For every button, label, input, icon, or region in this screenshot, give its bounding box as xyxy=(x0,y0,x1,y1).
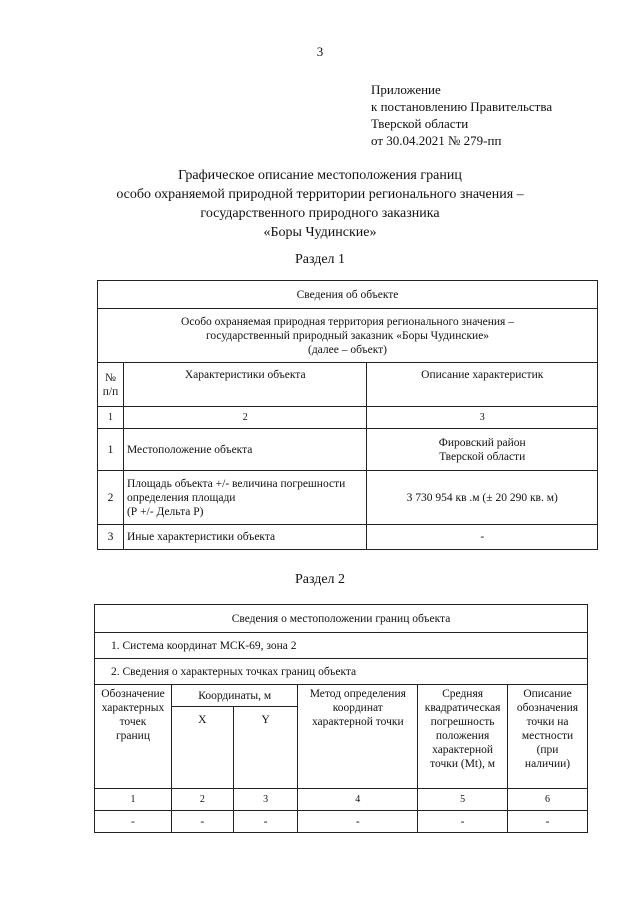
table-row xyxy=(95,811,588,833)
empty-cell: - xyxy=(95,811,172,833)
coordinate-system: 1. Система координат МСК-69, зона 2 xyxy=(95,633,588,659)
appendix-line: Тверской области xyxy=(371,116,469,131)
row-characteristic: Площадь объекта +/- величина погрешности определения площади (Р +/- Дельта Р) xyxy=(123,471,367,525)
table-row xyxy=(98,525,598,550)
col-method-header: Метод определения координат характерной точки xyxy=(298,685,418,789)
title-line: государственного природного заказника xyxy=(200,206,440,221)
empty-cell: - xyxy=(298,811,418,833)
column-index: 3 xyxy=(367,407,598,429)
col-x-header: X xyxy=(171,707,233,789)
appendix-line: от 30.04.2021 № 279-пп xyxy=(371,133,502,148)
column-index: 4 xyxy=(298,789,418,811)
table-header: Сведения об объекте xyxy=(98,281,598,309)
points-title: 2. Сведения о характерных точках границ объекта xyxy=(95,659,588,685)
appendix-line: Приложение xyxy=(371,82,441,97)
column-index: 2 xyxy=(171,789,233,811)
row-description: 3 730 954 кв .м (± 20 290 кв. м) xyxy=(367,471,598,525)
title-line: особо охраняемой природной территории регионального значения – xyxy=(116,187,524,202)
col-point-designation-header: Обозначение характерных точек границ xyxy=(95,685,172,789)
object-description: Особо охраняемая природная территория регионального значения – государственный природный заказник «Боры Чудинские» (далее – объект) xyxy=(98,309,598,363)
col-error-header: Средняя квадратическая погрешность положения характерной точки (Mt), м xyxy=(418,685,508,789)
empty-cell: - xyxy=(418,811,508,833)
col-characteristics-header: Характеристики объекта xyxy=(123,363,367,407)
column-index: 5 xyxy=(418,789,508,811)
empty-cell: - xyxy=(233,811,298,833)
title-line: «Боры Чудинские» xyxy=(263,225,377,240)
title-line: Графическое описание местоположения границ xyxy=(178,168,462,183)
col-coordinates-header: Координаты, м xyxy=(171,685,298,707)
document-title xyxy=(90,166,550,242)
table-header: Сведения о местоположении границ объекта xyxy=(95,605,588,633)
page-number: 3 xyxy=(316,44,324,59)
section-1-heading: Раздел 1 xyxy=(294,252,346,267)
table-row xyxy=(98,429,598,471)
appendix-block xyxy=(371,81,552,149)
row-number: 2 xyxy=(98,471,124,525)
col-y-header: Y xyxy=(233,707,298,789)
table-row xyxy=(98,471,598,525)
empty-cell: - xyxy=(171,811,233,833)
appendix-line: к постановлению Правительства xyxy=(371,99,553,114)
column-index: 1 xyxy=(95,789,172,811)
section-2-heading: Раздел 2 xyxy=(294,572,346,587)
column-index: 2 xyxy=(123,407,367,429)
row-characteristic: Иные характеристики объекта xyxy=(123,525,367,550)
column-index: 1 xyxy=(98,407,124,429)
row-characteristic: Местоположение объекта xyxy=(123,429,367,471)
empty-cell: - xyxy=(508,811,588,833)
boundary-points-table xyxy=(94,604,588,833)
col-description-header: Описание характеристик xyxy=(367,363,598,407)
row-number: 3 xyxy=(98,525,124,550)
col-point-description-header: Описание обозначения точки на местности (при наличии) xyxy=(508,685,588,789)
row-description: Фировский район Тверской области xyxy=(367,429,598,471)
row-number: 1 xyxy=(98,429,124,471)
column-index: 6 xyxy=(508,789,588,811)
column-index: 3 xyxy=(233,789,298,811)
row-description: - xyxy=(367,525,598,550)
object-info-table xyxy=(97,280,598,550)
col-number-header: № п/п xyxy=(98,363,124,407)
